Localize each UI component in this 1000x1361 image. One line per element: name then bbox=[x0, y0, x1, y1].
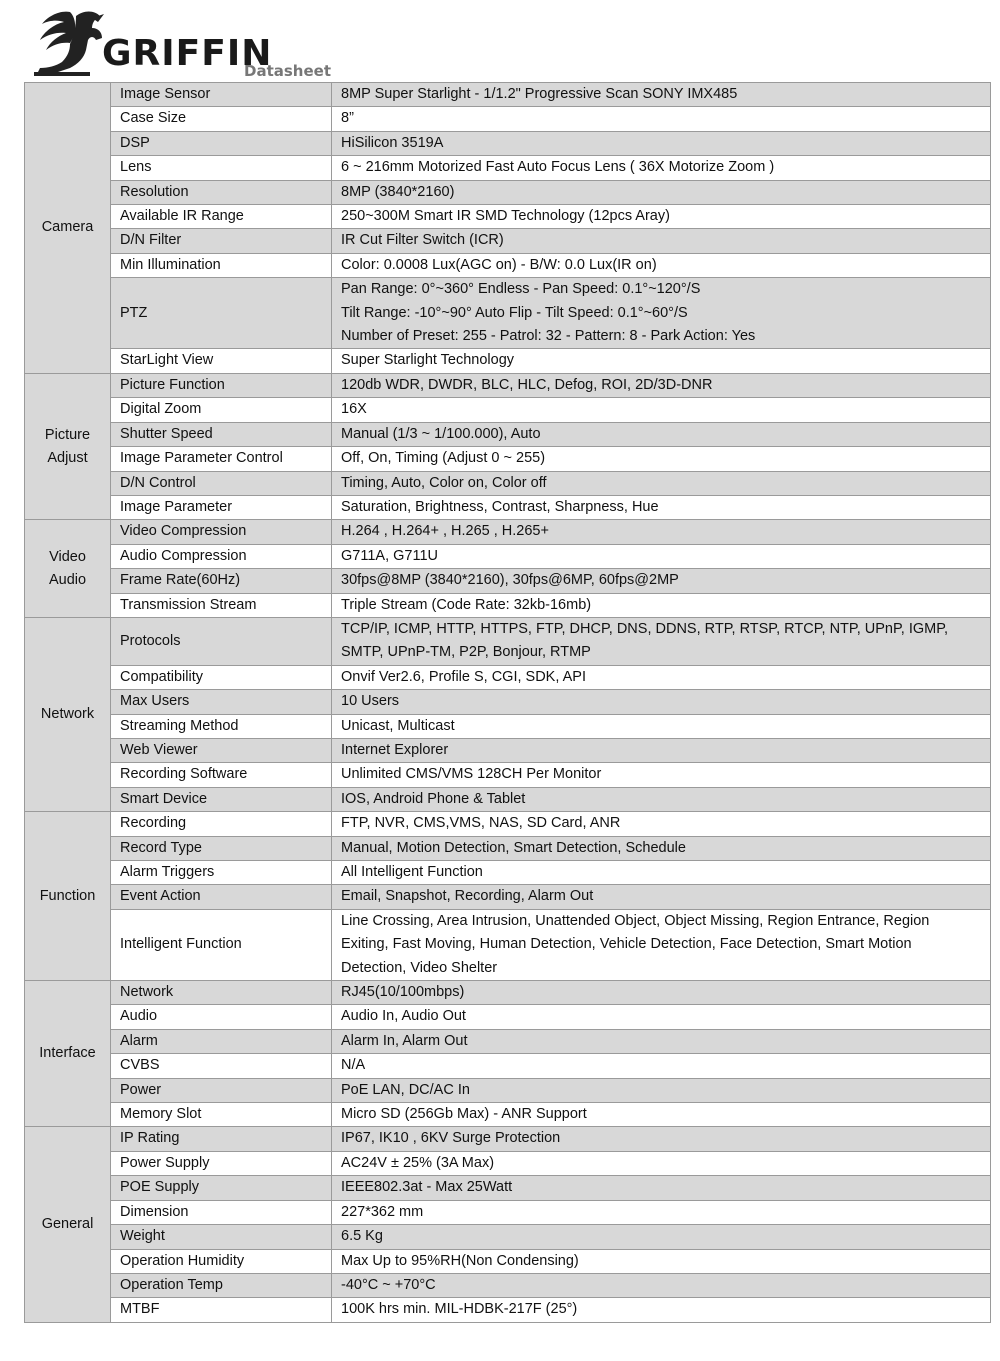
spec-value: FTP, NVR, CMS,VMS, NAS, SD Card, ANR bbox=[332, 812, 991, 836]
spec-value: Pan Range: 0°~360° Endless - Pan Speed: 0.1°~120°/S Tilt Range: -10°~90° Auto Flip - Tilt Speed: 0.1°~60°/S Number of Preset: 255 - Patrol: 32 - Pattern: 8 - Park Action: Yes bbox=[332, 278, 991, 349]
spec-key: StarLight View bbox=[111, 349, 332, 373]
spec-key: Digital Zoom bbox=[111, 398, 332, 422]
spec-row bbox=[25, 495, 991, 519]
spec-row bbox=[25, 1298, 991, 1322]
spec-value: Max Up to 95%RH(Non Condensing) bbox=[332, 1249, 991, 1273]
spec-row bbox=[25, 763, 991, 787]
spec-value: IP67, IK10 , 6KV Surge Protection bbox=[332, 1127, 991, 1151]
spec-value: HiSilicon 3519A bbox=[332, 131, 991, 155]
spec-key: Power bbox=[111, 1078, 332, 1102]
spec-value: PoE LAN, DC/AC In bbox=[332, 1078, 991, 1102]
spec-value: Triple Stream (Code Rate: 32kb-16mb) bbox=[332, 593, 991, 617]
spec-row bbox=[25, 1225, 991, 1249]
document-subtitle: Datasheet bbox=[244, 62, 331, 80]
spec-key: Image Sensor bbox=[111, 83, 332, 107]
spec-row bbox=[25, 544, 991, 568]
spec-value: 100K hrs min. MIL-HDBK-217F (25°) bbox=[332, 1298, 991, 1322]
spec-row bbox=[25, 885, 991, 909]
spec-key: Recording Software bbox=[111, 763, 332, 787]
spec-value: 8MP Super Starlight - 1/1.2" Progressive Scan SONY IMX485 bbox=[332, 83, 991, 107]
spec-row bbox=[25, 398, 991, 422]
spec-value: Micro SD (256Gb Max) - ANR Support bbox=[332, 1103, 991, 1127]
spec-row bbox=[25, 205, 991, 229]
spec-value: Color: 0.0008 Lux(AGC on) - B/W: 0.0 Lux(IR on) bbox=[332, 253, 991, 277]
spec-key: Network bbox=[111, 981, 332, 1005]
spec-key: Video Compression bbox=[111, 520, 332, 544]
spec-value: 10 Users bbox=[332, 690, 991, 714]
spec-row bbox=[25, 83, 991, 107]
spec-row bbox=[25, 981, 991, 1005]
spec-key: Smart Device bbox=[111, 787, 332, 811]
section-category: General bbox=[25, 1127, 111, 1322]
spec-key: Picture Function bbox=[111, 373, 332, 397]
spec-row bbox=[25, 1103, 991, 1127]
spec-value: H.264 , H.264+ , H.265 , H.265+ bbox=[332, 520, 991, 544]
spec-key: Case Size bbox=[111, 107, 332, 131]
spec-value: N/A bbox=[332, 1054, 991, 1078]
spec-value: 8” bbox=[332, 107, 991, 131]
spec-key: Alarm bbox=[111, 1029, 332, 1053]
spec-value: 6.5 Kg bbox=[332, 1225, 991, 1249]
section-category: Interface bbox=[25, 981, 111, 1127]
spec-row bbox=[25, 229, 991, 253]
spec-key: Power Supply bbox=[111, 1151, 332, 1175]
spec-key: Web Viewer bbox=[111, 738, 332, 762]
spec-value: 8MP (3840*2160) bbox=[332, 180, 991, 204]
section-category: Function bbox=[25, 812, 111, 981]
spec-value: RJ45(10/100mbps) bbox=[332, 981, 991, 1005]
spec-row bbox=[25, 131, 991, 155]
spec-value: 30fps@8MP (3840*2160), 30fps@6MP, 60fps@2MP bbox=[332, 569, 991, 593]
spec-value: Alarm In, Alarm Out bbox=[332, 1029, 991, 1053]
spec-row bbox=[25, 349, 991, 373]
spec-key: POE Supply bbox=[111, 1176, 332, 1200]
spec-key: Operation Humidity bbox=[111, 1249, 332, 1273]
spec-row bbox=[25, 422, 991, 446]
spec-value: Unicast, Multicast bbox=[332, 714, 991, 738]
spec-row bbox=[25, 787, 991, 811]
spec-table bbox=[24, 82, 991, 1323]
spec-key: Shutter Speed bbox=[111, 422, 332, 446]
spec-key: D/N Filter bbox=[111, 229, 332, 253]
spec-key: Min Illumination bbox=[111, 253, 332, 277]
spec-row bbox=[25, 617, 991, 665]
spec-row bbox=[25, 1151, 991, 1175]
spec-key: Intelligent Function bbox=[111, 909, 332, 980]
spec-key: Max Users bbox=[111, 690, 332, 714]
spec-key: Weight bbox=[111, 1225, 332, 1249]
spec-row bbox=[25, 1029, 991, 1053]
spec-value: Super Starlight Technology bbox=[332, 349, 991, 373]
spec-value: TCP/IP, ICMP, HTTP, HTTPS, FTP, DHCP, DNS, DDNS, RTP, RTSP, RTCP, NTP, UPnP, IGMP, SMTP, UPnP-TM, P2P, Bonjour, RTMP bbox=[332, 617, 991, 665]
datasheet-header bbox=[24, 0, 990, 82]
spec-row bbox=[25, 569, 991, 593]
spec-value: Saturation, Brightness, Contrast, Sharpness, Hue bbox=[332, 495, 991, 519]
spec-row bbox=[25, 861, 991, 885]
spec-row bbox=[25, 278, 991, 349]
spec-value: 16X bbox=[332, 398, 991, 422]
spec-value: 6 ~ 216mm Motorized Fast Auto Focus Lens ( 36X Motorize Zoom ) bbox=[332, 156, 991, 180]
spec-value: All Intelligent Function bbox=[332, 861, 991, 885]
spec-key: Frame Rate(60Hz) bbox=[111, 569, 332, 593]
spec-row bbox=[25, 1127, 991, 1151]
spec-value: AC24V ± 25% (3A Max) bbox=[332, 1151, 991, 1175]
spec-key: Transmission Stream bbox=[111, 593, 332, 617]
spec-value: 250~300M Smart IR SMD Technology (12pcs Aray) bbox=[332, 205, 991, 229]
spec-value: IOS, Android Phone & Tablet bbox=[332, 787, 991, 811]
spec-key: Memory Slot bbox=[111, 1103, 332, 1127]
spec-row bbox=[25, 1078, 991, 1102]
spec-value: -40°C ~ +70°C bbox=[332, 1273, 991, 1297]
spec-key: Alarm Triggers bbox=[111, 861, 332, 885]
spec-row bbox=[25, 690, 991, 714]
spec-value: Manual (1/3 ~ 1/100.000), Auto bbox=[332, 422, 991, 446]
spec-value: G711A, G711U bbox=[332, 544, 991, 568]
spec-key: DSP bbox=[111, 131, 332, 155]
spec-row bbox=[25, 665, 991, 689]
spec-key: Protocols bbox=[111, 617, 332, 665]
spec-row bbox=[25, 812, 991, 836]
spec-row bbox=[25, 836, 991, 860]
section-category: Camera bbox=[25, 83, 111, 374]
spec-key: CVBS bbox=[111, 1054, 332, 1078]
spec-value: IEEE802.3at - Max 25Watt bbox=[332, 1176, 991, 1200]
spec-row bbox=[25, 593, 991, 617]
spec-row bbox=[25, 1005, 991, 1029]
spec-value: Audio In, Audio Out bbox=[332, 1005, 991, 1029]
spec-row bbox=[25, 738, 991, 762]
spec-row bbox=[25, 1176, 991, 1200]
spec-table-body bbox=[25, 83, 991, 1323]
spec-key: Image Parameter Control bbox=[111, 447, 332, 471]
spec-value: 120db WDR, DWDR, BLC, HLC, Defog, ROI, 2D/3D-DNR bbox=[332, 373, 991, 397]
spec-value: Timing, Auto, Color on, Color off bbox=[332, 471, 991, 495]
spec-key: IP Rating bbox=[111, 1127, 332, 1151]
spec-key: Lens bbox=[111, 156, 332, 180]
spec-row bbox=[25, 1200, 991, 1224]
spec-value: Line Crossing, Area Intrusion, Unattended Object, Object Missing, Region Entrance, Region Exiting, Fast Moving, Human Detection, Vehicle Detection, Face Detection, Smart Motion Detection, Video Shelter bbox=[332, 909, 991, 980]
section-category: Picture Adjust bbox=[25, 373, 111, 519]
spec-key: Audio bbox=[111, 1005, 332, 1029]
spec-key: Recording bbox=[111, 812, 332, 836]
spec-key: Event Action bbox=[111, 885, 332, 909]
spec-key: Dimension bbox=[111, 1200, 332, 1224]
spec-value: Manual, Motion Detection, Smart Detection, Schedule bbox=[332, 836, 991, 860]
spec-key: PTZ bbox=[111, 278, 332, 349]
spec-value: Unlimited CMS/VMS 128CH Per Monitor bbox=[332, 763, 991, 787]
spec-value: Onvif Ver2.6, Profile S, CGI, SDK, API bbox=[332, 665, 991, 689]
spec-row bbox=[25, 1054, 991, 1078]
spec-key: Streaming Method bbox=[111, 714, 332, 738]
spec-row bbox=[25, 1249, 991, 1273]
spec-value: Email, Snapshot, Recording, Alarm Out bbox=[332, 885, 991, 909]
spec-row bbox=[25, 471, 991, 495]
spec-row bbox=[25, 180, 991, 204]
spec-key: Audio Compression bbox=[111, 544, 332, 568]
spec-row bbox=[25, 909, 991, 980]
spec-key: Record Type bbox=[111, 836, 332, 860]
spec-row bbox=[25, 373, 991, 397]
section-category: Network bbox=[25, 617, 111, 811]
spec-row bbox=[25, 520, 991, 544]
spec-key: Available IR Range bbox=[111, 205, 332, 229]
spec-key: Operation Temp bbox=[111, 1273, 332, 1297]
spec-value: 227*362 mm bbox=[332, 1200, 991, 1224]
spec-row bbox=[25, 714, 991, 738]
spec-value: IR Cut Filter Switch (ICR) bbox=[332, 229, 991, 253]
spec-row bbox=[25, 1273, 991, 1297]
spec-key: Compatibility bbox=[111, 665, 332, 689]
brand-name: GRIFFIN bbox=[102, 33, 273, 74]
spec-row bbox=[25, 447, 991, 471]
spec-value: Internet Explorer bbox=[332, 738, 991, 762]
spec-row bbox=[25, 156, 991, 180]
spec-key: D/N Control bbox=[111, 471, 332, 495]
spec-row bbox=[25, 107, 991, 131]
spec-value: Off, On, Timing (Adjust 0 ~ 255) bbox=[332, 447, 991, 471]
spec-key: Resolution bbox=[111, 180, 332, 204]
spec-key: MTBF bbox=[111, 1298, 332, 1322]
section-category: Video Audio bbox=[25, 520, 111, 618]
spec-row bbox=[25, 253, 991, 277]
spec-key: Image Parameter bbox=[111, 495, 332, 519]
